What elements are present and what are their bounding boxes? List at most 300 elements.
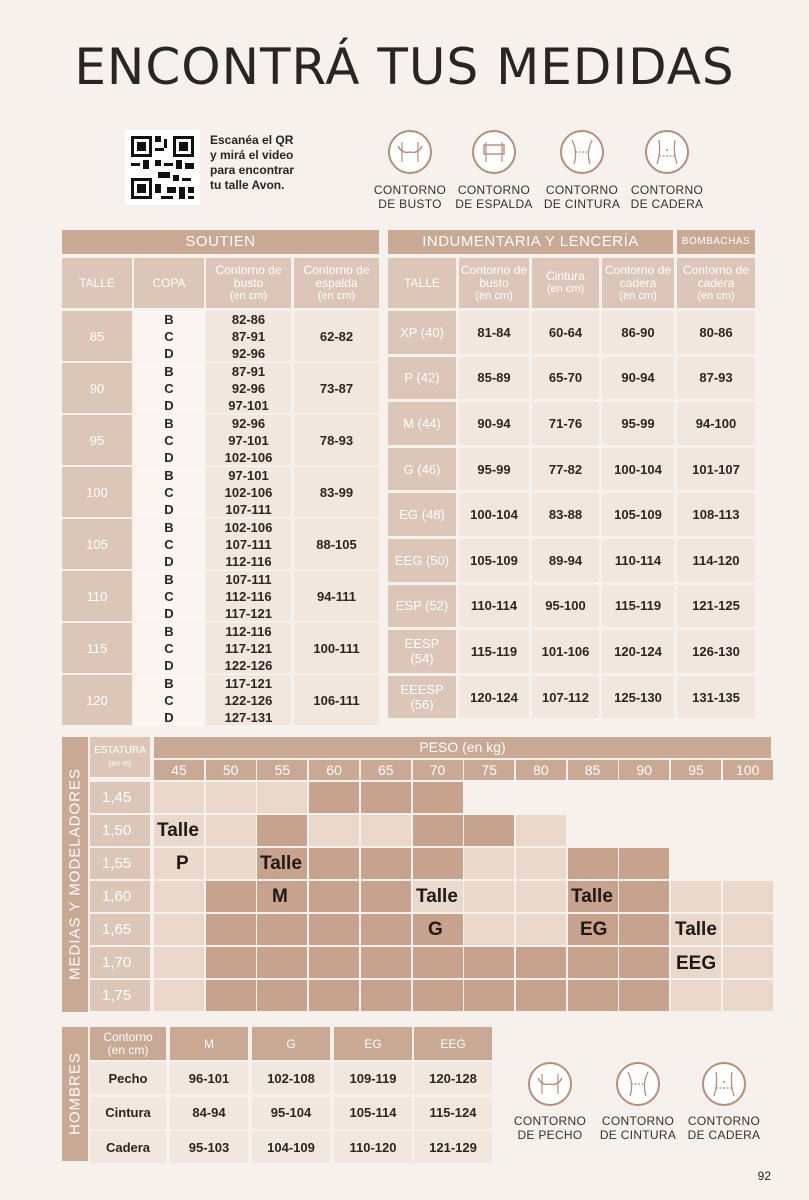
hombres-value: 84-94 [170, 1097, 248, 1129]
soutien-copa: C [164, 380, 174, 396]
size-cell [361, 782, 411, 813]
indum-cintura: 101-106 [532, 630, 599, 673]
soutien-busto-value: 117-121 [225, 640, 272, 656]
size-label-code: P [176, 853, 189, 874]
indum-cadera: 120-124 [602, 630, 674, 673]
soutien-busto-value: 97-101 [228, 432, 269, 448]
soutien-copa: D [164, 605, 174, 621]
qr-line: para encontrar [210, 163, 295, 177]
size-cell [361, 881, 411, 912]
soutien-busto [206, 623, 291, 673]
indum-talle: EG (48) [388, 493, 456, 536]
soutien-header: SOUTIEN [62, 230, 379, 254]
soutien-busto [206, 415, 291, 465]
indum-busto: 95-99 [459, 448, 529, 491]
peso-col: 45 [154, 760, 204, 780]
size-cell [361, 848, 411, 879]
hombres-value: 95-103 [170, 1131, 248, 1163]
soutien-talle: 120 [62, 675, 132, 725]
peso-header: PESO (en kg) [154, 737, 771, 758]
soutien-espalda: 88-105 [294, 519, 379, 569]
contorno-cintura-line1: CONTORNO [545, 183, 619, 197]
soutien-talle: 115 [62, 623, 132, 673]
soutien-copa: D [164, 449, 174, 465]
size-label-code: M [272, 886, 288, 907]
size-cell [206, 848, 256, 879]
hombres-value: 110-120 [334, 1131, 412, 1163]
size-cell [257, 947, 307, 978]
estatura-row: 1,45 [90, 782, 150, 813]
indum-cintura: 71-76 [532, 402, 599, 445]
size-cell [671, 980, 721, 1011]
indum-cadera: 105-109 [602, 493, 674, 536]
size-cell [464, 914, 514, 945]
indum-talle: G (46) [388, 448, 456, 491]
indum-talle: P (42) [388, 357, 456, 400]
medias-side-label: MEDIAS Y MODELADORES [62, 737, 88, 1012]
soutien-copas [134, 571, 204, 621]
indum-cadera: 115-119 [602, 585, 674, 628]
soutien-busto-value: 107-111 [225, 571, 272, 587]
indum-talle: EESP (54) [388, 630, 456, 673]
soutien-copas [134, 311, 204, 361]
size-label-talle: Talle [571, 886, 613, 907]
hombres-row-label: Pecho [90, 1062, 166, 1094]
size-label-talle: Talle [157, 820, 199, 841]
hombres-side-label: HOMBRES [62, 1027, 88, 1161]
contorno-espalda-line2: DE ESPALDA [455, 197, 533, 211]
soutien-busto-value: 122-126 [224, 657, 273, 673]
contorno-cintura-line2: DE CINTURA [599, 1128, 677, 1142]
soutien-espalda: 106-111 [294, 675, 379, 725]
indum-bombacha: 121-125 [677, 585, 755, 628]
indum-talle: M (44) [388, 402, 456, 445]
soutien-busto-value: 92-96 [231, 415, 266, 431]
soutien-espalda: 83-99 [294, 467, 379, 517]
size-cell [413, 848, 463, 879]
qr-code[interactable] [125, 130, 200, 205]
indum-col-talle: TALLE [388, 258, 456, 308]
estatura-row: 1,65 [90, 914, 150, 945]
page-title: ENCONTRÁ TUS MEDIDAS [74, 38, 735, 96]
size-cell [361, 980, 411, 1011]
soutien-copa: C [164, 536, 174, 552]
contorno-cintura-label [593, 1114, 683, 1142]
peso-col: 70 [413, 760, 463, 780]
size-label-talle: Talle [675, 919, 717, 940]
soutien-busto-value: 97-101 [228, 397, 269, 413]
indum-col-cadera-unit: (en cm) [619, 289, 657, 302]
hombres-row-label: Cintura [90, 1097, 166, 1129]
size-cell [568, 947, 618, 978]
hombres-value: 109-119 [334, 1062, 412, 1094]
soutien-copa: B [164, 467, 174, 483]
hombres-value: 120-128 [414, 1062, 492, 1094]
indum-bombacha: 126-130 [677, 630, 755, 673]
soutien-col-espalda-label: Contorno de espalda [303, 262, 370, 290]
soutien-busto-value: 102-106 [224, 484, 273, 500]
indum-busto: 110-114 [459, 585, 529, 628]
soutien-busto [206, 363, 291, 413]
size-cell [568, 848, 618, 879]
size-cell [516, 980, 566, 1011]
size-cell [723, 980, 773, 1011]
estatura-row: 1,70 [90, 947, 150, 978]
size-cell [309, 980, 359, 1011]
hombres-value: 121-129 [414, 1131, 492, 1163]
contorno-busto-line1: CONTORNO [373, 183, 447, 197]
hombres-size-col: M [170, 1027, 248, 1060]
soutien-busto-value: 112-116 [225, 588, 272, 604]
indum-busto: 85-89 [459, 357, 529, 400]
soutien-busto-value: 117-121 [225, 675, 272, 691]
peso-col: 85 [568, 760, 618, 780]
contorno-busto-icon [388, 130, 432, 174]
soutien-talle: 85 [62, 311, 132, 361]
indum-busto: 105-109 [459, 539, 529, 582]
contorno-busto-label [365, 183, 455, 211]
soutien-copa: C [164, 328, 174, 344]
indum-busto: 115-119 [459, 630, 529, 673]
size-cell [619, 881, 669, 912]
soutien-espalda: 78-93 [294, 415, 379, 465]
size-cell [619, 914, 669, 945]
indum-bombacha: 94-100 [677, 402, 755, 445]
size-cell [154, 980, 204, 1011]
peso-col: 100 [723, 760, 773, 780]
indum-bombacha: 114-120 [677, 539, 755, 582]
contorno-cintura-icon [616, 1062, 660, 1106]
indum-bombacha: 87-93 [677, 357, 755, 400]
contorno-cadera-line1: CONTORNO [687, 1114, 761, 1128]
size-cell [309, 947, 359, 978]
hombres-row-label: Cadera [90, 1131, 166, 1163]
soutien-busto-value: 107-111 [225, 536, 272, 552]
size-cell [516, 881, 566, 912]
contorno-cadera-label [622, 183, 712, 211]
soutien-espalda: 100-111 [294, 623, 379, 673]
soutien-copa: C [164, 484, 174, 500]
indum-cintura: 83-88 [532, 493, 599, 536]
indum-col-cintura-label: Cintura [546, 269, 585, 283]
qr-line: Escanéa el QR [210, 133, 294, 147]
soutien-busto-value: 122-126 [224, 692, 273, 708]
contorno-cintura-line2: DE CINTURA [543, 197, 621, 211]
size-cell [413, 947, 463, 978]
size-cell [257, 782, 307, 813]
contorno-busto-line2: DE BUSTO [378, 197, 442, 211]
size-label-talle: Talle [260, 853, 302, 874]
indumentaria-header: INDUMENTARIA Y LENCERÍA [388, 230, 673, 254]
size-cell [619, 848, 669, 879]
size-cell [464, 980, 514, 1011]
indum-talle: EEESP (56) [388, 676, 456, 719]
size-cell [516, 914, 566, 945]
size-cell [309, 782, 359, 813]
soutien-copa: D [164, 709, 174, 725]
soutien-busto [206, 675, 291, 725]
contorno-cadera-icon [702, 1062, 746, 1106]
contorno-cintura-icon [560, 130, 604, 174]
soutien-busto-value: 112-116 [225, 623, 272, 639]
soutien-copa: C [164, 692, 174, 708]
size-label-code: EG [580, 919, 608, 940]
size-cell [309, 815, 359, 846]
indum-cadera: 100-104 [602, 448, 674, 491]
soutien-copas [134, 467, 204, 517]
soutien-copas [134, 675, 204, 725]
soutien-busto-value: 87-91 [231, 363, 266, 379]
soutien-col-talle: TALLE [62, 258, 132, 308]
contorno-cadera-label [679, 1114, 769, 1142]
contorno-cadera-line1: CONTORNO [630, 183, 704, 197]
soutien-busto-value: 102-106 [224, 519, 273, 535]
size-cell [516, 947, 566, 978]
size-cell [723, 881, 773, 912]
hombres-size-col: EEG [414, 1027, 492, 1060]
indum-col-bombacha-unit: (en cm) [697, 289, 735, 302]
soutien-copa: C [164, 432, 174, 448]
size-label-talle: Talle [416, 886, 458, 907]
qr-line: tu talle Avon. [210, 178, 285, 192]
contorno-espalda-icon [472, 130, 516, 174]
estatura-label: ESTATURA [94, 745, 146, 756]
soutien-copas [134, 415, 204, 465]
size-cell [257, 980, 307, 1011]
qr-instructions [210, 133, 320, 193]
soutien-copa: D [164, 345, 174, 361]
hombres-value: 96-101 [170, 1062, 248, 1094]
indum-talle: EEG (50) [388, 539, 456, 582]
size-cell [464, 947, 514, 978]
size-cell [361, 815, 411, 846]
soutien-busto [206, 311, 291, 361]
size-cell [619, 980, 669, 1011]
size-cell [206, 914, 256, 945]
size-cell [154, 914, 204, 945]
indum-col-busto-unit: (en cm) [475, 289, 513, 302]
soutien-espalda: 73-87 [294, 363, 379, 413]
indum-col-busto [459, 258, 529, 308]
size-cell [257, 815, 307, 846]
peso-col: 65 [361, 760, 411, 780]
indum-col-cintura-unit: (en cm) [546, 283, 585, 295]
soutien-copa: B [164, 623, 174, 639]
soutien-copas [134, 623, 204, 673]
hombres-value: 115-124 [414, 1097, 492, 1129]
indum-bombacha: 80-86 [677, 311, 755, 354]
hombres-value: 104-109 [252, 1131, 330, 1163]
contorno-cadera-line2: DE CADERA [687, 1128, 761, 1142]
indum-cadera: 125-130 [602, 676, 674, 719]
indum-talle: ESP (52) [388, 585, 456, 628]
hombres-value: 102-108 [252, 1062, 330, 1094]
peso-col: 55 [257, 760, 307, 780]
soutien-busto-value: 107-111 [225, 501, 272, 517]
indum-col-cintura [532, 258, 599, 308]
peso-col: 50 [206, 760, 256, 780]
hombres-value: 105-114 [334, 1097, 412, 1129]
contorno-pecho-line1: CONTORNO [513, 1114, 587, 1128]
indum-bombacha: 101-107 [677, 448, 755, 491]
soutien-busto-value: 102-106 [224, 449, 273, 465]
size-cell [309, 881, 359, 912]
estatura-unit: (en m) [108, 759, 132, 768]
indum-cadera: 86-90 [602, 311, 674, 354]
size-cell [413, 782, 463, 813]
soutien-copa: B [164, 571, 174, 587]
contorno-cadera-line2: DE CADERA [630, 197, 704, 211]
contorno-pecho-icon [528, 1062, 572, 1106]
size-cell [723, 947, 773, 978]
size-cell [206, 782, 256, 813]
hombres-size-col: G [252, 1027, 330, 1060]
indum-cadera: 90-94 [602, 357, 674, 400]
soutien-copa: C [164, 640, 174, 656]
hombres-header-label: Contorno [103, 1029, 153, 1044]
estatura-row: 1,55 [90, 848, 150, 879]
size-cell [206, 881, 256, 912]
hombres-size-col: EG [334, 1027, 412, 1060]
soutien-col-espalda [294, 258, 379, 308]
estatura-row: 1,60 [90, 881, 150, 912]
indum-cintura: 89-94 [532, 539, 599, 582]
soutien-busto-value: 97-101 [228, 467, 269, 483]
size-label-code: G [428, 919, 443, 940]
hombres-contorno-header [90, 1027, 166, 1060]
indum-busto: 90-94 [459, 402, 529, 445]
size-cell [464, 848, 514, 879]
soutien-copa: B [164, 519, 174, 535]
size-cell [154, 782, 204, 813]
indum-busto: 120-124 [459, 676, 529, 719]
soutien-busto [206, 519, 291, 569]
soutien-col-busto [206, 258, 291, 308]
indum-cintura: 60-64 [532, 311, 599, 354]
indum-col-busto-label: Contorno de busto [460, 262, 528, 290]
soutien-col-busto-unit: (en cm) [229, 289, 268, 302]
estatura-row: 1,75 [90, 980, 150, 1011]
indum-col-cadera [602, 258, 674, 308]
size-cell [413, 980, 463, 1011]
size-cell [154, 881, 204, 912]
soutien-talle: 95 [62, 415, 132, 465]
peso-col: 75 [464, 760, 514, 780]
soutien-espalda: 94-111 [294, 571, 379, 621]
soutien-talle: 105 [62, 519, 132, 569]
size-cell [464, 815, 514, 846]
soutien-busto-value: 112-116 [225, 553, 272, 569]
size-cell [723, 914, 773, 945]
soutien-busto-value: 127-131 [224, 709, 273, 725]
soutien-copa: D [164, 553, 174, 569]
peso-col: 90 [619, 760, 669, 780]
indum-busto: 100-104 [459, 493, 529, 536]
contorno-cadera-icon [645, 130, 689, 174]
soutien-col-busto-label: Contorno de busto [215, 262, 282, 290]
bombachas-header: BOMBACHAS [677, 230, 755, 254]
indum-cadera: 110-114 [602, 539, 674, 582]
peso-col: 95 [671, 760, 721, 780]
peso-col: 60 [309, 760, 359, 780]
indum-bombacha: 131-135 [677, 676, 755, 719]
soutien-copas [134, 519, 204, 569]
size-cell [568, 980, 618, 1011]
size-cell [361, 914, 411, 945]
estatura-row: 1,50 [90, 815, 150, 846]
size-cell [206, 815, 256, 846]
soutien-copas [134, 363, 204, 413]
indum-cintura: 65-70 [532, 357, 599, 400]
soutien-busto-value: 82-86 [231, 311, 266, 327]
contorno-pecho-label [505, 1114, 595, 1142]
contorno-cintura-label [537, 183, 627, 211]
size-cell [671, 881, 721, 912]
soutien-talle: 110 [62, 571, 132, 621]
indum-cadera: 95-99 [602, 402, 674, 445]
indum-cintura: 77-82 [532, 448, 599, 491]
soutien-copa: B [164, 415, 174, 431]
hombres-header-unit: (en cm) [107, 1042, 149, 1057]
size-cell [361, 947, 411, 978]
size-cell [413, 815, 463, 846]
contorno-espalda-label [449, 183, 539, 211]
indum-cintura: 95-100 [532, 585, 599, 628]
indum-cintura: 107-112 [532, 676, 599, 719]
contorno-pecho-line2: DE PECHO [517, 1128, 583, 1142]
indum-col-bombacha-label: Contorno de cadera [682, 262, 750, 290]
contorno-espalda-line1: CONTORNO [457, 183, 531, 197]
soutien-espalda: 62-82 [294, 311, 379, 361]
soutien-copa: B [164, 311, 174, 327]
soutien-copa: D [164, 501, 174, 517]
soutien-copa: C [164, 588, 174, 604]
soutien-copa: D [164, 397, 174, 413]
indum-col-cadera-label: Contorno de cadera [604, 262, 672, 290]
size-cell [206, 947, 256, 978]
size-cell [516, 848, 566, 879]
contorno-cintura-line1: CONTORNO [601, 1114, 675, 1128]
size-cell [257, 914, 307, 945]
size-cell [309, 914, 359, 945]
soutien-talle: 100 [62, 467, 132, 517]
size-cell [464, 881, 514, 912]
soutien-busto-value: 92-96 [231, 345, 266, 361]
size-cell [154, 947, 204, 978]
page-number: 92 [757, 1169, 771, 1183]
soutien-copa: B [164, 675, 174, 691]
indum-talle: XP (40) [388, 311, 456, 354]
size-cell [206, 980, 256, 1011]
size-cell [516, 815, 566, 846]
soutien-busto-value: 92-96 [231, 380, 266, 396]
indum-col-bombacha [677, 258, 755, 308]
soutien-copa: B [164, 363, 174, 379]
peso-col: 80 [516, 760, 566, 780]
soutien-col-espalda-unit: (en cm) [317, 289, 356, 302]
size-cell [309, 848, 359, 879]
hombres-value: 95-104 [252, 1097, 330, 1129]
soutien-talle: 90 [62, 363, 132, 413]
soutien-busto [206, 571, 291, 621]
size-label-code: EEG [676, 953, 717, 974]
size-cell [619, 947, 669, 978]
soutien-col-copa: COPA [134, 258, 204, 308]
soutien-busto [206, 467, 291, 517]
qr-line: y mirá el video [210, 148, 294, 162]
estatura-header [90, 737, 150, 777]
indum-busto: 81-84 [459, 311, 529, 354]
